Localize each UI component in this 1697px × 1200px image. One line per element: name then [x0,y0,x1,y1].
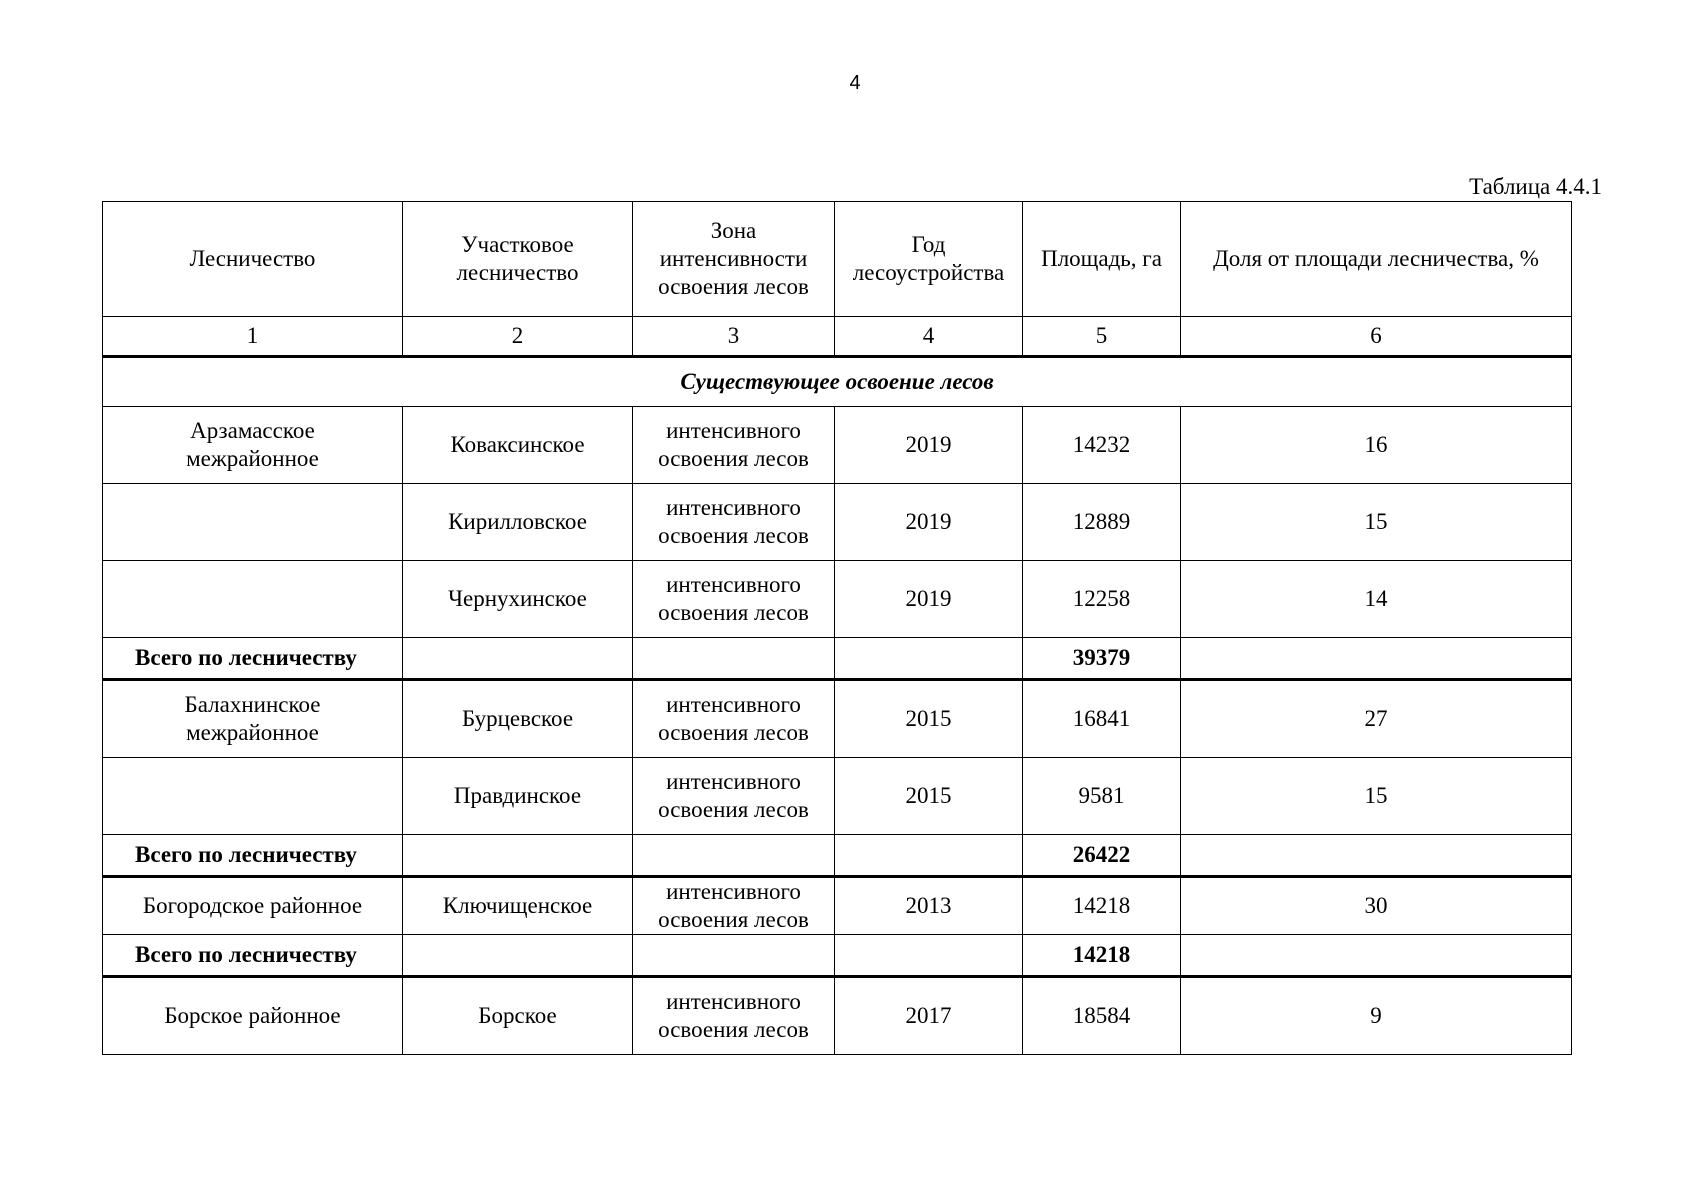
total-area: 26422 [1023,835,1181,877]
area-cell: 18584 [1023,977,1181,1055]
zone-text: интенсивного освоения лесов [658,989,809,1042]
column-number: 4 [835,317,1023,357]
column-number: 3 [633,317,835,357]
area-cell: 14218 [1023,877,1181,935]
share-cell: 15 [1181,484,1572,561]
total-label: Всего по лесничеству [103,935,403,977]
area-cell: 12258 [1023,561,1181,638]
district-cell: Кирилловское [403,484,633,561]
total-label: Всего по лесничеству [103,638,403,680]
header-area: Площадь, га [1023,202,1181,317]
empty-cell [1181,638,1572,680]
share-cell: 15 [1181,758,1572,835]
empty-cell [633,638,835,680]
district-cell: Правдинское [403,758,633,835]
forest-development-table [102,201,1572,1055]
section-row [103,357,1572,407]
total-row [103,835,1572,877]
zone-cell [633,758,835,835]
forestry-cell [103,680,403,758]
forestry-cell: Богородское районное [103,877,403,935]
header-row [103,202,1572,317]
table-row [103,407,1572,484]
total-label: Всего по лесничеству [103,835,403,877]
zone-text: интенсивного освоения лесов [658,418,809,471]
header-forest-inventory-year-label: Год лесоустройства [852,232,1005,285]
year-cell: 2019 [835,561,1023,638]
empty-cell [1181,935,1572,977]
share-cell: 9 [1181,977,1572,1055]
table-row [103,758,1572,835]
zone-cell [633,561,835,638]
empty-cell [403,935,633,977]
year-cell: 2013 [835,877,1023,935]
header-forestry: Лесничество [103,202,403,317]
table-row [103,977,1572,1055]
total-row [103,638,1572,680]
table-row [103,877,1572,935]
area-cell: 9581 [1023,758,1181,835]
header-district-forestry-label: Участковое лесничество [456,232,579,285]
district-cell: Ключищенское [403,877,633,935]
header-forest-inventory-year [835,202,1023,317]
total-area: 39379 [1023,638,1181,680]
forestry-name: Арзамасское межрайонное [186,418,319,471]
year-cell: 2015 [835,758,1023,835]
empty-cell [835,835,1023,877]
empty-cell [1181,835,1572,877]
forestry-name: Балахнинское межрайонное [184,692,321,745]
zone-cell [633,680,835,758]
district-cell: Бурцевское [403,680,633,758]
share-cell: 27 [1181,680,1572,758]
forestry-cell: Борское районное [103,977,403,1055]
share-cell: 16 [1181,407,1572,484]
section-title: Существующее освоение лесов [103,357,1572,407]
share-cell: 14 [1181,561,1572,638]
header-intensity-zone [633,202,835,317]
zone-text: интенсивного освоения лесов [658,692,809,745]
column-number-row [103,317,1572,357]
zone-cell [633,407,835,484]
year-cell: 2015 [835,680,1023,758]
empty-cell [633,935,835,977]
total-row [103,935,1572,977]
zone-cell [633,977,835,1055]
year-cell: 2017 [835,977,1023,1055]
zone-text: интенсивного освоения лесов [658,495,809,548]
zone-text: интенсивного освоения лесов [658,572,809,625]
header-share: Доля от площади лесничества, % [1181,202,1572,317]
column-number: 5 [1023,317,1181,357]
year-cell: 2019 [835,484,1023,561]
page-number: 4 [849,72,861,94]
column-number: 6 [1181,317,1572,357]
forestry-cell [103,484,403,561]
area-cell: 14232 [1023,407,1181,484]
header-district-forestry [403,202,633,317]
header-intensity-zone-label: Зона интенсивности освоения лесов [658,218,809,299]
zone-cell [633,877,835,935]
district-cell: Борское [403,977,633,1055]
column-number: 1 [103,317,403,357]
empty-cell [403,835,633,877]
total-area: 14218 [1023,935,1181,977]
table-row [103,561,1572,638]
district-cell: Коваксинское [403,407,633,484]
column-number: 2 [403,317,633,357]
zone-text: интенсивного освоения лесов [658,879,809,932]
area-cell: 12889 [1023,484,1181,561]
forestry-cell [103,407,403,484]
forestry-cell [103,561,403,638]
empty-cell [835,638,1023,680]
empty-cell [633,835,835,877]
table-caption: Таблица 4.4.1 [1469,174,1602,199]
district-cell: Чернухинское [403,561,633,638]
share-cell: 30 [1181,877,1572,935]
area-cell: 16841 [1023,680,1181,758]
table-row [103,680,1572,758]
year-cell: 2019 [835,407,1023,484]
empty-cell [835,935,1023,977]
zone-text: интенсивного освоения лесов [658,769,809,822]
empty-cell [403,638,633,680]
zone-cell [633,484,835,561]
table-row [103,484,1572,561]
forestry-cell [103,758,403,835]
